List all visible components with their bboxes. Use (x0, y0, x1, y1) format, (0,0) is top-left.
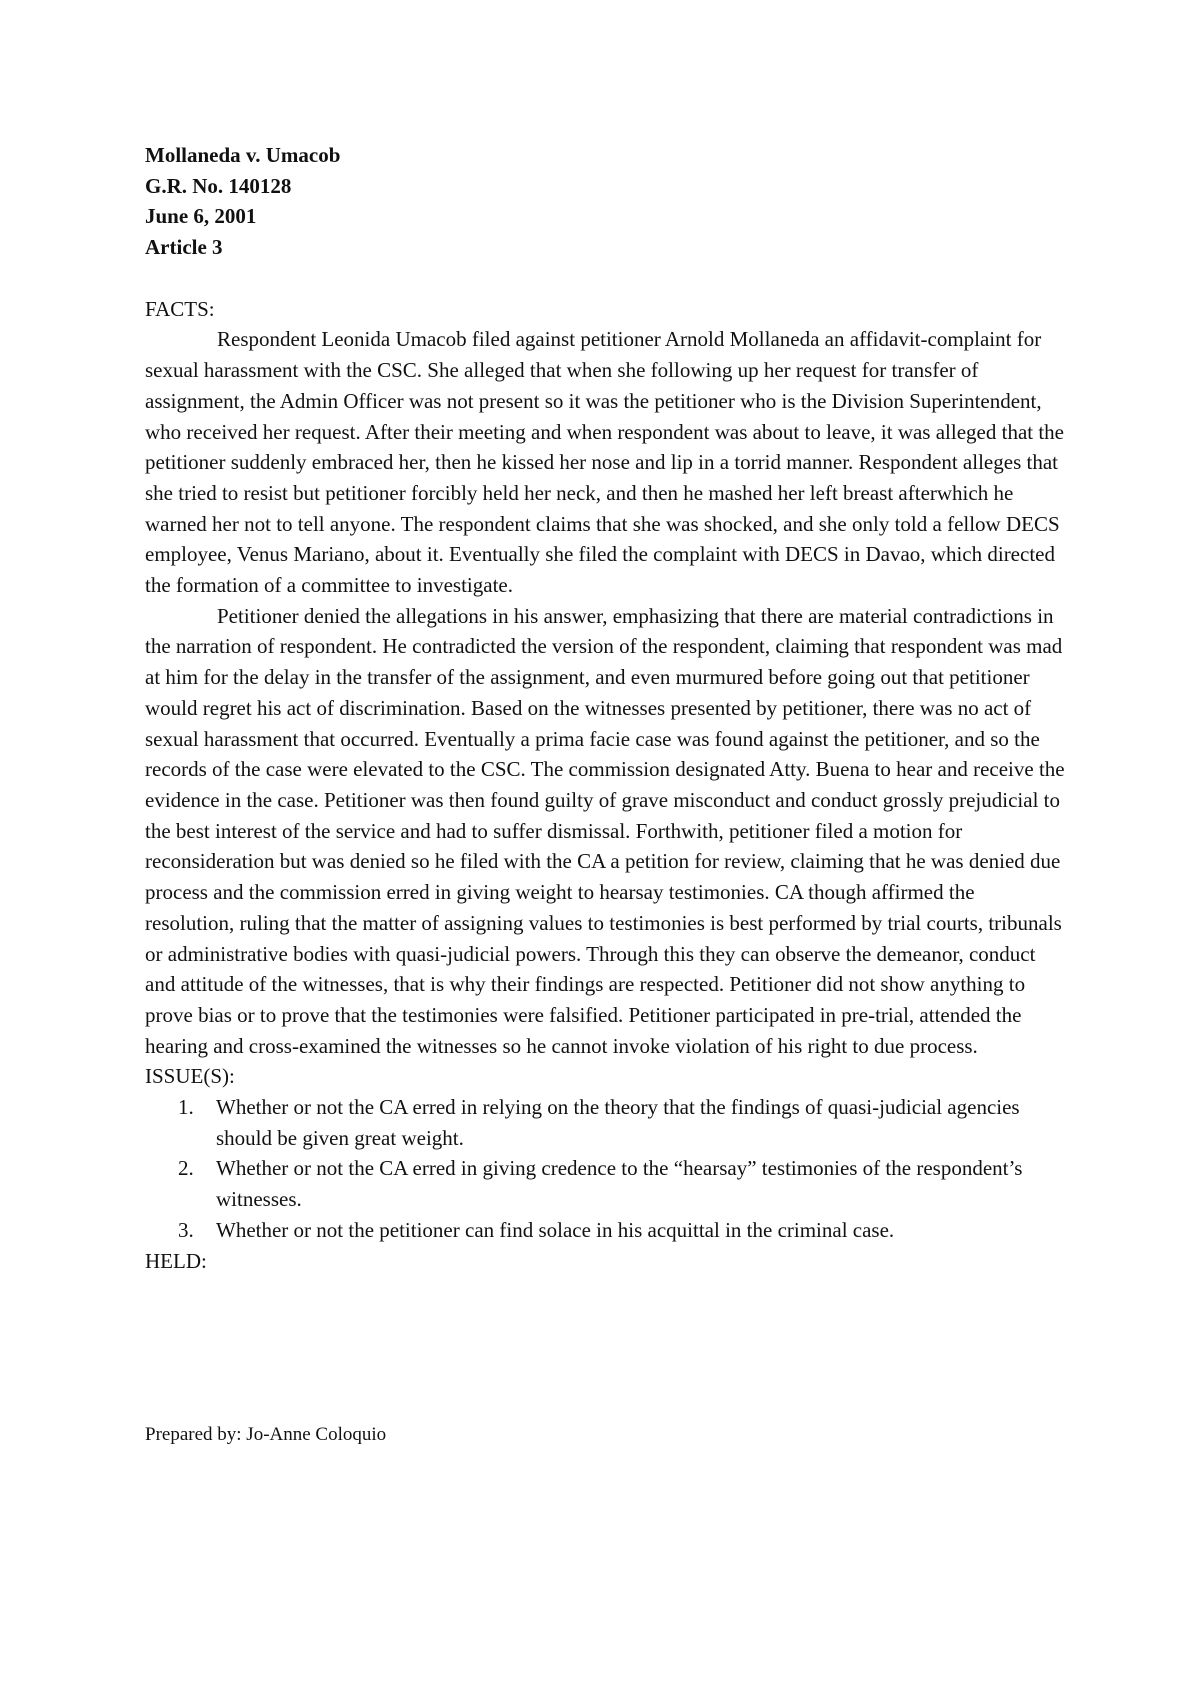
issue-text: Whether or not the petitioner can find solace in his acquittal in the criminal case. (216, 1217, 895, 1242)
prepared-by: Prepared by: Jo-Anne Coloquio (145, 1424, 387, 1445)
spacer (145, 263, 1065, 294)
case-title: Mollaneda v. Umacob (145, 143, 341, 167)
article-label: Article 3 (145, 235, 223, 260)
issue-number: 2. (178, 1156, 194, 1181)
issues-list (145, 1092, 1065, 1246)
decision-date: June 6, 2001 (145, 204, 257, 229)
facts-paragraph-1: Respondent Leonida Umacob filed against petitioner Arnold Mollaneda an affidavit-complaint for sexual harassment with the CSC. She alleged that when she following up her request for transfer of assignment, the Admin Officer was not present so it was the petitioner who is the Division Superintendent, who received her request. After their meeting and when respondent was about to leave, it was alleged that the petitioner suddenly embraced her, then he kissed her nose and lip in a torrid manner. Respondent alleges that she tried to resist but petitioner forcibly held her neck, and then he mashed her left breast afterwhich he warned her not to tell anyone. The respondent claims that she was shocked, and she only told a fellow DECS employee, Venus Mariano, about it. Eventually she filed the complaint with DECS in Davao, which directed the formation of a committee to investigate. (145, 327, 1065, 598)
facts-paragraph-2: Petitioner denied the allegations in his answer, emphasizing that there are material contradictions in the narration of respondent. He contradicted the version of the respondent, claiming that respondent was mad at him for the delay in the transfer of the assignment, and even murmured before going out that petitioner would regret his act of discrimination. Based on the witnesses presented by petitioner, there was no act of sexual harassment that occurred. Eventually a prima facie case was found against the petitioner, and so the records of the case were elevated to the CSC. The commission designated Atty. Buena to hear and receive the evidence in the case. Petitioner was then found guilty of grave misconduct and conduct grossly prejudicial to the best interest of the service and had to suffer dismissal. Forthwith, petitioner filed a motion for reconsideration but was denied so he filed with the CA a petition for review, claiming that he was denied due process and the commission erred in giving weight to hearsay testimonies. CA though affirmed the resolution, ruling that the matter of assigning values to testimonies is best performed by trial courts, tribunals or administrative bodies with quasi-judicial powers. Through this they can observe the demeanor, conduct and attitude of the witnesses, that is why their findings are respected. Petitioner did not show anything to prove bias or to prove that the testimonies were falsified. Petitioner participated in pre-trial, attended the hearing and cross-examined the witnesses so he cannot invoke violation of his right to due process. (145, 603, 1065, 1058)
issue-text: Whether or not the CA erred in relying on the theory that the findings of quasi-judicial agencies should be given great weight. (216, 1095, 1020, 1150)
issue-number: 1. (178, 1095, 194, 1119)
facts-label: FACTS: (145, 296, 215, 321)
issue-number: 3. (178, 1217, 194, 1242)
gr-number: G.R. No. 140128 (145, 173, 292, 198)
issue-item (178, 1092, 1065, 1153)
issue-text: Whether or not the CA erred in giving credence to the “hearsay” testimonies of the respondent’s witnesses. (216, 1156, 1023, 1212)
held-label: HELD: (145, 1248, 207, 1273)
issues-label: ISSUE(S): (145, 1064, 235, 1089)
issue-item (178, 1153, 1065, 1214)
issue-item (178, 1215, 1065, 1246)
document-body (145, 140, 1065, 1276)
